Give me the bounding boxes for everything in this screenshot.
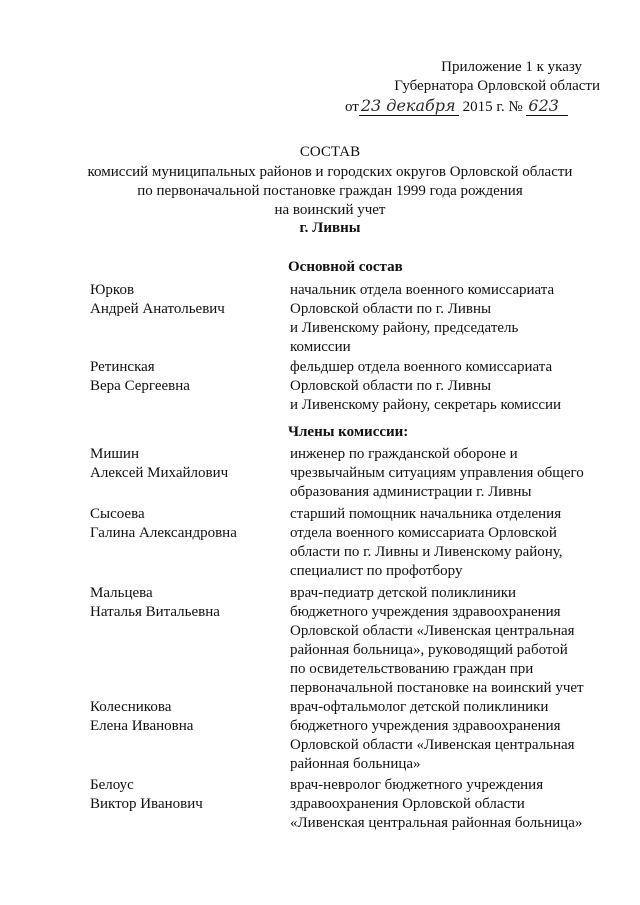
date-year: 2015 г.: [462, 99, 505, 115]
given-names: Наталья Витальевна: [90, 604, 220, 620]
role-line: начальник отдела военного комиссариата: [290, 282, 555, 298]
annex-line-1: Приложение 1 к указу: [441, 59, 582, 75]
member-name: [90, 584, 270, 622]
surname: Мальцева: [90, 585, 153, 601]
role-line: области по г. Ливны и Ливенскому району,: [290, 544, 563, 560]
title-line-1: комиссий муниципальных районов и городских округов Орловской области: [87, 164, 573, 180]
role-line: «Ливенская центральная районная больница»: [290, 815, 583, 831]
role-line: фельдшер отдела военного комиссариата: [290, 359, 553, 375]
title-line-2: по первоначальной постановке граждан 1999 года рождения: [137, 183, 523, 199]
section-main-heading: Основной состав: [288, 259, 403, 275]
given-names: Вера Сергеевна: [90, 378, 190, 394]
member-name: [90, 505, 270, 543]
member-name: [90, 776, 270, 814]
role-line: врач-педиатр детской поликлиники: [290, 585, 517, 601]
surname: Сысоева: [90, 506, 145, 522]
member-role: [290, 584, 600, 698]
role-line: бюджетного учреждения здравоохранения: [290, 718, 561, 734]
role-line: инженер по гражданской обороне и: [290, 446, 518, 462]
role-line: районная больница»: [290, 756, 421, 772]
member-name: [90, 358, 270, 396]
handwritten-number: 623: [526, 96, 568, 116]
role-line: первоначальной постановке на воинский учет: [290, 680, 584, 696]
given-names: Виктор Иванович: [90, 796, 203, 812]
member-role: [290, 698, 600, 774]
role-line: здравоохранения Орловской области: [290, 796, 525, 812]
member-role: [290, 445, 600, 502]
role-line: старший помощник начальника отделения: [290, 506, 562, 522]
annex-line-3: [345, 96, 585, 117]
member-role: [290, 358, 600, 415]
section-members-heading: Члены комиссии:: [288, 424, 409, 440]
role-line: отдела военного комиссариата Орловской: [290, 525, 557, 541]
role-line: по освидетельствованию граждан при: [290, 661, 534, 677]
role-line: специалист по профотбору: [290, 563, 463, 579]
role-line: Орловской области по г. Ливны: [290, 301, 492, 317]
member-name: [90, 281, 270, 319]
number-sign: №: [508, 99, 523, 115]
handwritten-date: 23 декабря: [359, 96, 459, 116]
member-role: [290, 281, 600, 357]
role-line: бюджетного учреждения здравоохранения: [290, 604, 561, 620]
member-role: [290, 776, 600, 833]
given-names: Елена Ивановна: [90, 718, 194, 734]
surname: Юрков: [90, 282, 135, 298]
role-line: Орловской области по г. Ливны: [290, 378, 492, 394]
surname: Колесникова: [90, 699, 172, 715]
role-line: чрезвычайным ситуациям управления общего: [290, 465, 584, 481]
annex-header: [345, 58, 600, 117]
document-title: [60, 143, 600, 220]
role-line: комиссии: [290, 339, 351, 355]
role-line: врач-офтальмолог детской поликлиники: [290, 699, 549, 715]
role-line: образования администрации г. Ливны: [290, 484, 532, 500]
member-role: [290, 505, 600, 581]
role-line: Орловской области «Ливенская центральная: [290, 623, 575, 639]
given-names: Андрей Анатольевич: [90, 301, 225, 317]
given-names: Галина Александровна: [90, 525, 237, 541]
surname: Белоус: [90, 777, 134, 793]
annex-line-2: Губернатора Орловской области: [394, 78, 600, 94]
role-line: Орловской области «Ливенская центральная: [290, 737, 575, 753]
role-line: районная больница», руководящий работой: [290, 642, 568, 658]
role-line: врач-невролог бюджетного учреждения: [290, 777, 544, 793]
role-line: и Ливенскому району, секретарь комиссии: [290, 397, 562, 413]
title-line-3: на воинский учет: [274, 202, 386, 218]
given-names: Алексей Михайлович: [90, 465, 229, 481]
city-heading: г. Ливны: [299, 220, 361, 236]
member-name: [90, 445, 270, 483]
title-heading: СОСТАВ: [299, 144, 361, 160]
role-line: и Ливенскому району, председатель: [290, 320, 519, 336]
surname: Мишин: [90, 446, 139, 462]
surname: Ретинская: [90, 359, 155, 375]
date-prefix: от: [345, 99, 359, 115]
member-name: [90, 698, 270, 736]
